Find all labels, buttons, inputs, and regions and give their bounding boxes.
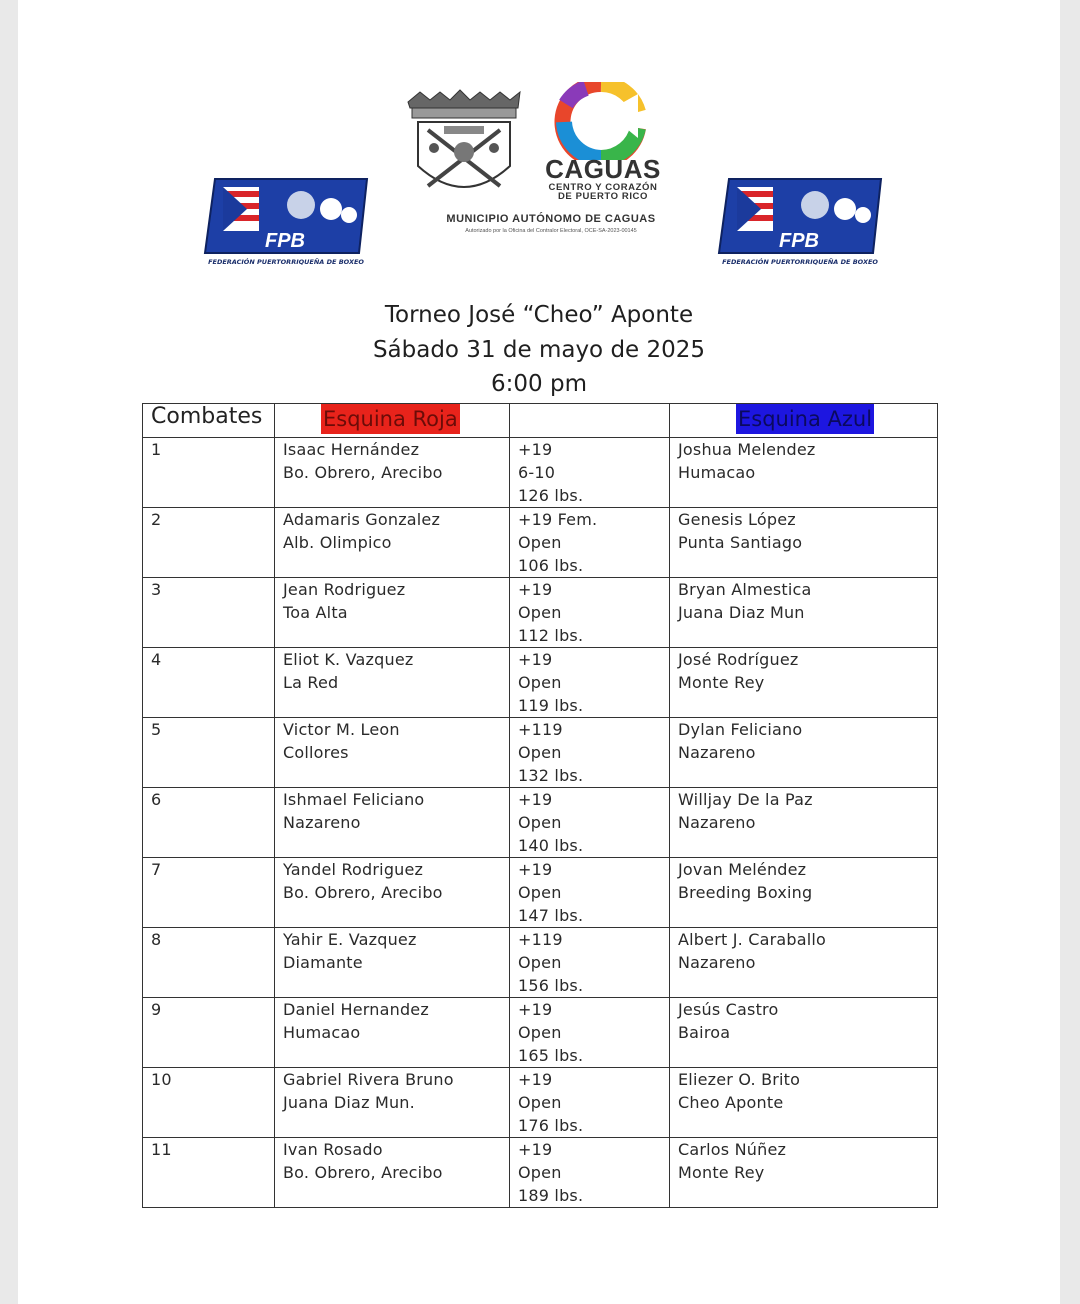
autorizado-note: Autorizado por la Oficina del Contralor Electoral, OCE-SA-2023-00145 xyxy=(465,228,637,234)
blue-boxer-name: Willjay De la Paz xyxy=(678,790,813,809)
blue-boxer-club: Nazareno xyxy=(678,813,756,832)
age-category: +19 xyxy=(518,790,553,809)
red-boxer-club: Diamante xyxy=(283,953,363,972)
header-red-corner: Esquina Roja xyxy=(321,404,460,434)
red-boxer-name: Gabriel Rivera Bruno xyxy=(283,1070,454,1089)
bout-number: 4 xyxy=(151,650,162,669)
fpb-text: FPB xyxy=(779,230,819,252)
header-weight-cell xyxy=(510,404,670,438)
red-boxer-club: Alb. Olimpico xyxy=(283,533,392,552)
fpb-logo-icon xyxy=(715,175,885,259)
weight: 189 lbs. xyxy=(518,1186,584,1205)
caguas-tagline xyxy=(528,183,678,201)
table-row xyxy=(143,1068,938,1138)
red-boxer-club: Juana Diaz Mun. xyxy=(283,1093,415,1112)
age-category: +19 xyxy=(518,1000,553,1019)
bout-number: 8 xyxy=(151,930,162,949)
weight: 106 lbs. xyxy=(518,556,584,575)
weight: 147 lbs. xyxy=(518,906,584,925)
red-corner-cell xyxy=(275,438,510,508)
division: 6-10 xyxy=(518,463,556,482)
red-boxer-name: Yahir E. Vazquez xyxy=(283,930,417,949)
blue-corner-cell xyxy=(670,438,938,508)
blue-boxer-name: Bryan Almestica xyxy=(678,580,812,599)
bout-number: 10 xyxy=(151,1070,172,1089)
table-row xyxy=(143,1138,938,1208)
blue-boxer-name: Joshua Melendez xyxy=(678,440,816,459)
blue-corner-cell xyxy=(670,928,938,998)
age-category: +19 xyxy=(518,860,553,879)
blue-corner-cell xyxy=(670,998,938,1068)
blue-boxer-name: Dylan Feliciano xyxy=(678,720,803,739)
division: Open xyxy=(518,1023,562,1042)
table-row xyxy=(143,648,938,718)
category-cell xyxy=(510,1068,670,1138)
blue-boxer-name: Genesis López xyxy=(678,510,796,529)
bout-number-cell xyxy=(143,648,275,718)
red-boxer-club: Bo. Obrero, Arecibo xyxy=(283,1163,443,1182)
weight: 126 lbs. xyxy=(518,486,584,505)
blue-boxer-name: José Rodríguez xyxy=(678,650,799,669)
weight: 176 lbs. xyxy=(518,1116,584,1135)
table-row xyxy=(143,788,938,858)
blue-boxer-club: Nazareno xyxy=(678,953,756,972)
blue-boxer-club: Nazareno xyxy=(678,743,756,762)
bout-number: 3 xyxy=(151,580,162,599)
bout-number-cell xyxy=(143,578,275,648)
red-boxer-name: Isaac Hernández xyxy=(283,440,420,459)
red-corner-cell xyxy=(275,718,510,788)
red-boxer-club: La Red xyxy=(283,673,339,692)
category-cell xyxy=(510,508,670,578)
caguas-tagline-line2: DE PUERTO RICO xyxy=(557,191,649,202)
blue-corner-cell xyxy=(670,718,938,788)
blue-boxer-club: Humacao xyxy=(678,463,756,482)
age-category: +19 xyxy=(518,1070,553,1089)
bouts-table xyxy=(142,403,938,1208)
red-corner-cell xyxy=(275,508,510,578)
blue-corner-cell xyxy=(670,788,938,858)
red-boxer-name: Ivan Rosado xyxy=(283,1140,383,1159)
blue-boxer-club: Monte Rey xyxy=(678,673,765,692)
bout-number-cell xyxy=(143,928,275,998)
division: Open xyxy=(518,1163,562,1182)
municipio-label: MUNICIPIO AUTÓNOMO DE CAGUAS xyxy=(446,213,656,225)
red-boxer-club: Nazareno xyxy=(283,813,361,832)
table-row xyxy=(143,858,938,928)
bout-number: 11 xyxy=(151,1140,172,1159)
division: Open xyxy=(518,533,562,552)
blue-boxer-club: Cheo Aponte xyxy=(678,1093,784,1112)
division: Open xyxy=(518,953,562,972)
blue-corner-cell xyxy=(670,578,938,648)
bout-number: 6 xyxy=(151,790,162,809)
category-cell xyxy=(510,438,670,508)
division: Open xyxy=(518,813,562,832)
bout-number: 9 xyxy=(151,1000,162,1019)
fpb-caption: FEDERACIÓN PUERTORRIQUEÑA DE BOXEO xyxy=(722,258,878,266)
fpb-logo-right xyxy=(715,175,885,275)
red-corner-cell xyxy=(275,858,510,928)
division: Open xyxy=(518,673,562,692)
red-boxer-name: Ishmael Feliciano xyxy=(283,790,425,809)
bout-number-cell xyxy=(143,1138,275,1208)
red-boxer-name: Eliot K. Vazquez xyxy=(283,650,414,669)
blue-boxer-club: Bairoa xyxy=(678,1023,731,1042)
weight: 165 lbs. xyxy=(518,1046,584,1065)
header-blue-corner-cell xyxy=(670,404,938,438)
category-cell xyxy=(510,1138,670,1208)
category-cell xyxy=(510,648,670,718)
weight: 156 lbs. xyxy=(518,976,584,995)
bout-number-cell xyxy=(143,508,275,578)
age-category: +119 xyxy=(518,720,563,739)
red-corner-cell xyxy=(275,578,510,648)
header-combates: Combates xyxy=(143,404,275,438)
event-title: Torneo José “Cheo” Aponte xyxy=(384,302,694,328)
red-boxer-name: Adamaris Gonzalez xyxy=(283,510,441,529)
category-cell xyxy=(510,928,670,998)
red-boxer-name: Yandel Rodriguez xyxy=(283,860,424,879)
bout-number: 2 xyxy=(151,510,162,529)
category-cell xyxy=(510,788,670,858)
header-red-corner-cell xyxy=(275,404,510,438)
table-row xyxy=(143,718,938,788)
age-category: +19 xyxy=(518,1140,553,1159)
bout-number-cell xyxy=(143,788,275,858)
blue-boxer-club: Juana Diaz Mun xyxy=(678,603,805,622)
header-blue-corner: Esquina Azul xyxy=(736,404,874,434)
red-corner-cell xyxy=(275,648,510,718)
caguas-tagline-line1: CENTRO Y CORAZÓN xyxy=(548,182,658,193)
bout-number-cell xyxy=(143,438,275,508)
weight: 132 lbs. xyxy=(518,766,584,785)
red-corner-cell xyxy=(275,1138,510,1208)
blue-boxer-name: Eliezer O. Brito xyxy=(678,1070,801,1089)
fpb-text: FPB xyxy=(265,230,305,252)
bout-number: 1 xyxy=(151,440,162,459)
table-row xyxy=(143,998,938,1068)
fpb-logo-left xyxy=(201,175,371,275)
fpb-logo-icon xyxy=(201,175,371,259)
category-cell xyxy=(510,998,670,1068)
age-category: +19 xyxy=(518,440,553,459)
red-boxer-club: Collores xyxy=(283,743,349,762)
red-corner-cell xyxy=(275,928,510,998)
fpb-caption: FEDERACIÓN PUERTORRIQUEÑA DE BOXEO xyxy=(208,258,364,266)
weight: 119 lbs. xyxy=(518,696,584,715)
event-date: Sábado 31 de mayo de 2025 xyxy=(372,337,706,363)
caguas-coat-of-arms-icon xyxy=(404,86,524,206)
blue-boxer-name: Jovan Meléndez xyxy=(678,860,807,879)
division: Open xyxy=(518,1093,562,1112)
blue-boxer-club: Punta Santiago xyxy=(678,533,803,552)
bout-number-cell xyxy=(143,1068,275,1138)
age-category: +19 Fem. xyxy=(518,510,598,529)
division: Open xyxy=(518,743,562,762)
table-row xyxy=(143,928,938,998)
blue-boxer-name: Jesús Castro xyxy=(678,1000,779,1019)
bout-number-cell xyxy=(143,998,275,1068)
age-category: +19 xyxy=(518,580,553,599)
event-time: 6:00 pm xyxy=(491,371,587,397)
age-category: +119 xyxy=(518,930,563,949)
red-boxer-name: Daniel Hernandez xyxy=(283,1000,429,1019)
division: Open xyxy=(518,883,562,902)
flyer-page xyxy=(18,0,1060,1304)
bout-number-cell xyxy=(143,718,275,788)
table-row xyxy=(143,438,938,508)
blue-corner-cell xyxy=(670,858,938,928)
blue-boxer-club: Breeding Boxing xyxy=(678,883,813,902)
blue-corner-cell xyxy=(670,1068,938,1138)
weight: 112 lbs. xyxy=(518,626,584,645)
red-boxer-club: Bo. Obrero, Arecibo xyxy=(283,463,443,482)
table-row xyxy=(143,508,938,578)
age-category: +19 xyxy=(518,650,553,669)
red-boxer-club: Humacao xyxy=(283,1023,361,1042)
blue-boxer-name: Carlos Núñez xyxy=(678,1140,787,1159)
table-row xyxy=(143,578,938,648)
blue-corner-cell xyxy=(670,508,938,578)
category-cell xyxy=(510,578,670,648)
red-boxer-name: Victor M. Leon xyxy=(283,720,400,739)
caguas-wordmark: CAGUAS xyxy=(545,154,661,184)
red-boxer-club: Bo. Obrero, Arecibo xyxy=(283,883,443,902)
bout-number: 7 xyxy=(151,860,162,879)
blue-boxer-club: Monte Rey xyxy=(678,1163,765,1182)
division: Open xyxy=(518,603,562,622)
bout-number-cell xyxy=(143,858,275,928)
red-corner-cell xyxy=(275,998,510,1068)
red-corner-cell xyxy=(275,788,510,858)
caguas-c-logo-icon xyxy=(546,82,656,160)
red-boxer-name: Jean Rodriguez xyxy=(283,580,406,599)
blue-corner-cell xyxy=(670,1138,938,1208)
red-boxer-club: Toa Alta xyxy=(283,603,348,622)
category-cell xyxy=(510,718,670,788)
weight: 140 lbs. xyxy=(518,836,584,855)
category-cell xyxy=(510,858,670,928)
blue-boxer-name: Albert J. Caraballo xyxy=(678,930,827,949)
table-header-row xyxy=(143,404,938,438)
bout-number: 5 xyxy=(151,720,162,739)
red-corner-cell xyxy=(275,1068,510,1138)
blue-corner-cell xyxy=(670,648,938,718)
